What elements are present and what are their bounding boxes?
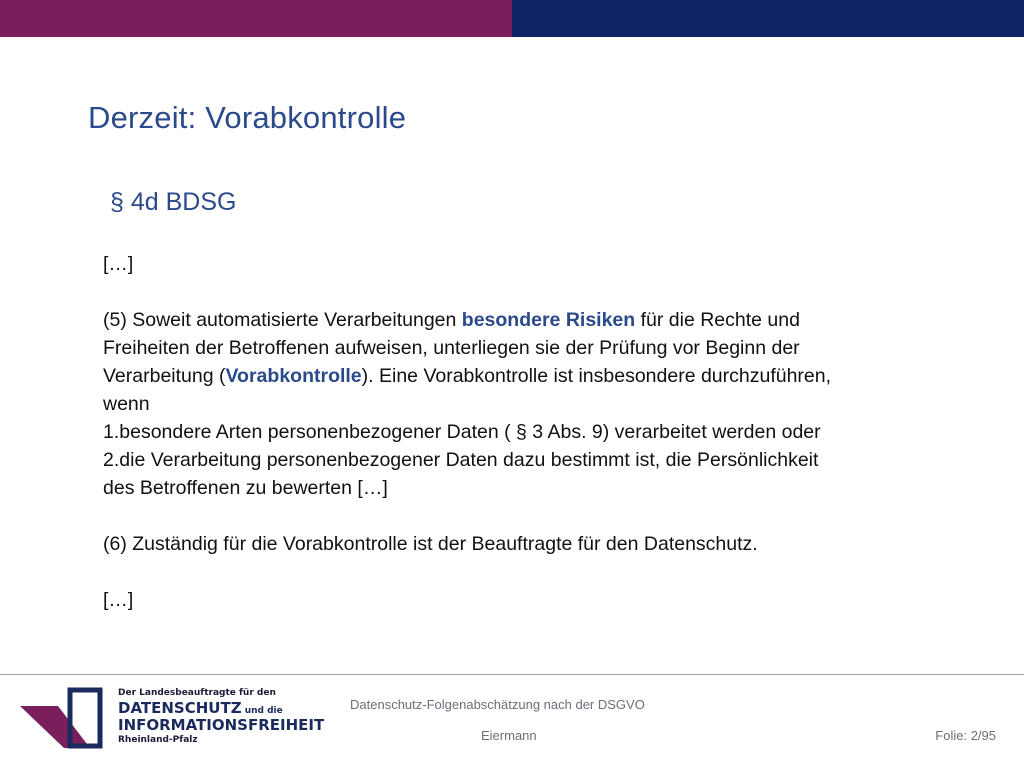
paragraph-5 [103, 306, 973, 502]
text-fragment: für die Rechte und [635, 309, 800, 331]
logo-und-die: und die [241, 706, 283, 716]
paragraph-5-line-3 [103, 362, 973, 390]
logo-line-4: Rheinland-Pfalz [118, 735, 198, 745]
logo-line-3: INFORMATIONSFREIHEIT [118, 716, 325, 734]
header-band-right [512, 0, 1024, 37]
logo-datenschutz: DATENSCHUTZ [118, 699, 242, 717]
footer-presentation-title: Datenschutz-Folgenabschätzung nach der DSGVO [350, 697, 645, 712]
logo-wordmark [118, 689, 324, 745]
ellipsis-top: […] [103, 253, 134, 275]
ellipsis-bottom: […] [103, 589, 134, 611]
highlight-vorabkontrolle: Vorabkontrolle [225, 365, 362, 387]
text-fragment: Verarbeitung ( [103, 365, 226, 387]
logo-line-1: Der Landesbeauftragte für den [118, 688, 276, 698]
logo [18, 686, 325, 750]
footer-author: Eiermann [481, 728, 537, 743]
slide-body [103, 250, 973, 614]
paragraph-gap [103, 278, 973, 306]
paragraph-6: (6) Zuständig für die Vorabkontrolle ist der Beauftragte für den Datenschutz. [103, 533, 758, 555]
section-heading: § 4d BDSG [110, 188, 237, 216]
paragraph-5-line-6: 2.die Verarbeitung personenbezogener Daten dazu bestimmt ist, die Persönlichkeit [103, 449, 819, 471]
header-band-left [0, 0, 512, 37]
footer-divider [0, 674, 1024, 675]
paragraph-gap [103, 558, 973, 586]
paragraph-5-line-1 [103, 306, 973, 334]
text-fragment: (5) Soweit automatisierte Verarbeitungen [103, 309, 462, 331]
logo-mark-icon [18, 686, 114, 750]
paragraph-5-line-4: wenn [103, 393, 150, 415]
slide-title: Derzeit: Vorabkontrolle [88, 100, 407, 135]
paragraph-5-line-7: des Betroffenen zu bewerten […] [103, 477, 388, 499]
paragraph-gap [103, 502, 973, 530]
highlight-besondere-risiken: besondere Risiken [461, 309, 636, 331]
footer-slide-number: Folie: 2/95 [935, 728, 996, 743]
logo-line-2 [118, 701, 324, 716]
paragraph-5-line-5: 1.besondere Arten personenbezogener Daten ( § 3 Abs. 9) verarbeitet werden oder [103, 421, 821, 443]
text-fragment: ). Eine Vorabkontrolle ist insbesondere durchzuführen, [361, 365, 832, 387]
paragraph-5-line-2: Freiheiten der Betroffenen aufweisen, unterliegen sie der Prüfung vor Beginn der [103, 337, 800, 359]
